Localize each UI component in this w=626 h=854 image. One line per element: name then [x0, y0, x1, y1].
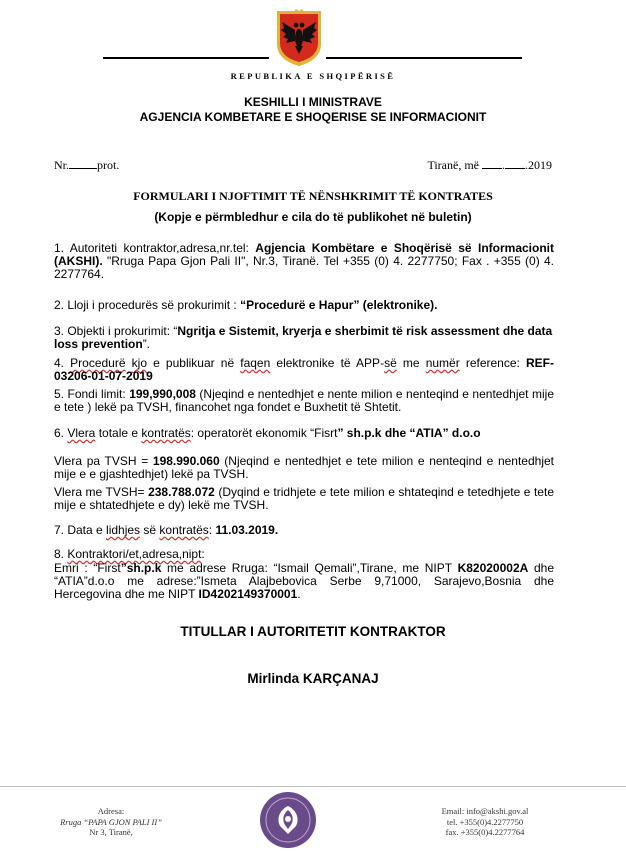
- protocol-number: Nr. prot.: [54, 158, 120, 172]
- authority-title: TITULLAR I AUTORITETIT KONTRAKTOR: [180, 624, 446, 639]
- header-rule-left: [103, 57, 269, 59]
- value-without-vat: Vlera pa TVSH = 198.990.060 (Njeqind e nentedhjet e tete milion e nenteqind e nentedhjet mije e e gjashtedhjet) lekë pa TVSH.: [54, 454, 554, 481]
- contract-date: 7. Data e lidhjes së kontratës: 11.03.2019.: [54, 523, 279, 537]
- procurement-object: 3. Objekti i prokurimit: “Ngritja e Sistemit, kryerja e sherbimit të risk assessment dhe data loss prevention”.: [54, 324, 553, 351]
- ministry-line-2: AGJENCIA KOMBETARE E SHOQERISE SE INFORMACIONIT: [139, 110, 487, 124]
- procedure-reference: 4. Procedurë kjo e publikuar në faqen elektronike të APP-së me numër reference: REF-03206-01-07-2019: [54, 356, 554, 383]
- contractors-header: 8. Kontraktori/et,adresa,nipt:: [54, 547, 205, 561]
- akshi-logo-icon: [258, 790, 318, 850]
- procurement-type: 2. Lloji i procedurës së prokurimit : “Procedurë e Hapur” (elektronike).: [54, 298, 438, 312]
- ministry-line-1: KESHILLI I MINISTRAVE: [244, 95, 382, 109]
- footer-divider: [0, 786, 626, 787]
- document-date: Tiranë, më . .2019: [427, 158, 552, 172]
- signatory-name: Mirlinda KARÇANAJ: [247, 671, 379, 686]
- albania-emblem-icon: [274, 8, 324, 68]
- contracting-authority: 1. Autoriteti kontraktor,adresa,nr.tel: Agjencia Kombëtare e Shoqërisë së Informacionit (AKSHI). "Rruga Papa Gjon Pali II", Nr.3, Tiranë. Tel +355 (0) 4. 2277750; Fax . +355 (0) 4. 2277764.: [54, 241, 554, 281]
- header-rule-right: [326, 57, 522, 59]
- fund-limit: 5. Fondi limit: 199,990,008 (Njeqind e nentedhjet e nente milion e nenteqind e nentedhjet mije e tete ) lekë pa TVSH, financohet nga fondet e Buxhetit të Shtetit.: [54, 387, 554, 414]
- contractors-details: Emri : “First”sh.p.k me adrese Rruga: “Ismail Qemali”,Tirane, me NIPT K82020002A dhe “ATIA”d.o.o me adrese:”Ismeta Alajbebovica Serbe 9,71000, Sarajevo,Bosnia dhe Hercegovina dhe me NIPT ID4202149370001.: [54, 561, 554, 601]
- form-title: FORMULARI I NJOFTIMIT TË NËNSHKRIMIT TË KONTRATES: [133, 189, 493, 203]
- footer-contact: Email: info@akshi.gov.al tel. +355(0)4.2277750 fax. +355(0)4.2277764: [441, 806, 529, 837]
- form-subtitle: (Kopje e përmbledhur e cila do të publikohet në buletin): [154, 210, 472, 224]
- value-with-vat: Vlera me TVSH= 238.788.072 (Dyqind e tridhjete e tete milion e shtateqind e tetedhjete e tete mije e shtatedhjete e dy) lekë me TVSH.: [54, 485, 554, 512]
- footer-address: Adresa: Rruga “PAPA GJON PALI II” Nr 3, Tiranë,: [60, 806, 162, 837]
- republic-label: REPUBLIKA E SHQIPËRISË: [230, 71, 396, 81]
- contract-value-header: 6. Vlera totale e kontratës: operatorët ekonomik “Fisrt” sh.p.k dhe “ATIA” d.o.o: [54, 426, 481, 440]
